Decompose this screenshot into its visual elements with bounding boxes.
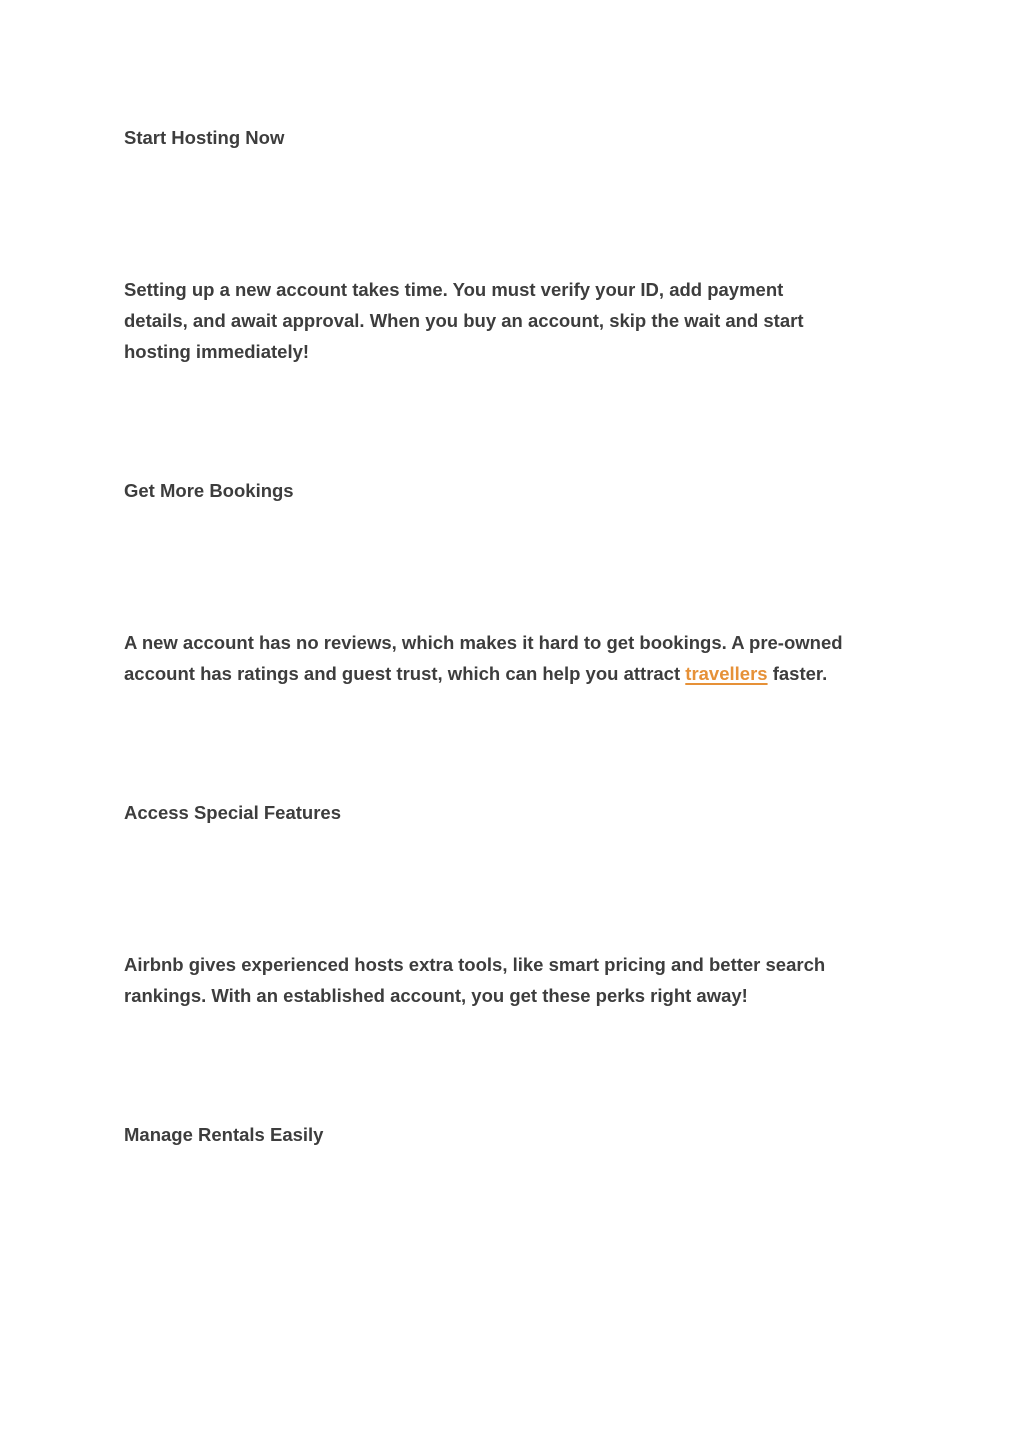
travellers-link[interactable]: travellers bbox=[685, 663, 768, 684]
paragraph-get-more-bookings bbox=[124, 627, 924, 689]
paragraph-line: Setting up a new account takes time. You must verify your ID, add payment bbox=[124, 279, 784, 300]
paragraph-line: rankings. With an established account, you get these perks right away! bbox=[124, 985, 748, 1006]
paragraph-line bbox=[124, 658, 924, 689]
paragraph-text: faster. bbox=[767, 663, 828, 684]
paragraph-start-hosting bbox=[124, 274, 924, 367]
paragraph-line: A new account has no reviews, which makes it hard to get bookings. A pre-owned bbox=[124, 632, 843, 653]
heading-access-special-features: Access Special Features bbox=[124, 802, 341, 823]
paragraph-line: Airbnb gives experienced hosts extra tools, like smart pricing and better search bbox=[124, 954, 826, 975]
heading-get-more-bookings: Get More Bookings bbox=[124, 480, 294, 501]
paragraph-special-features bbox=[124, 949, 924, 1011]
heading-start-hosting-now: Start Hosting Now bbox=[124, 127, 285, 148]
paragraph-line: details, and await approval. When you buy an account, skip the wait and start bbox=[124, 310, 804, 331]
heading-manage-rentals-easily: Manage Rentals Easily bbox=[124, 1124, 324, 1145]
paragraph-line: hosting immediately! bbox=[124, 341, 310, 362]
paragraph-text: account has ratings and guest trust, which can help you attract bbox=[124, 663, 686, 684]
